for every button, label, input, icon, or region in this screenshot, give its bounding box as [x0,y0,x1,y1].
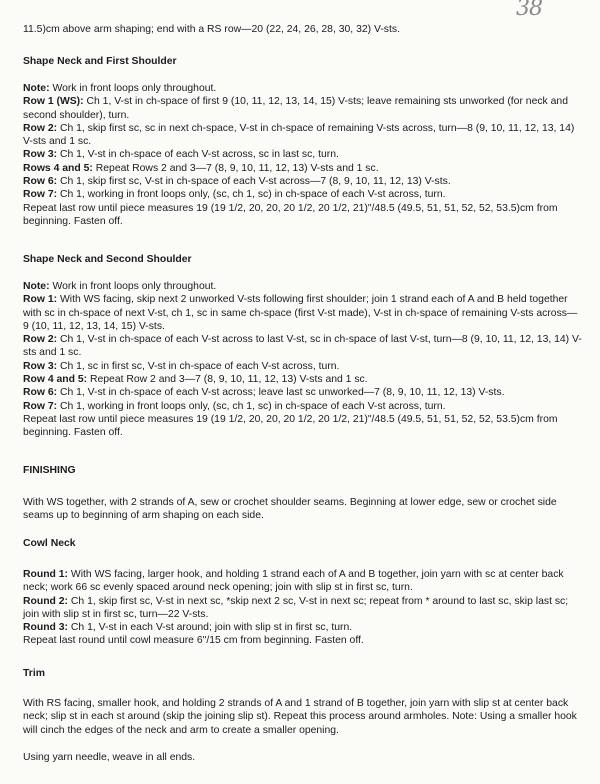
instruction-line: Note: Work in front loops only throughout. [23,281,217,292]
instruction-line: Repeat last row until piece measures 19 (19 1/2, 20, 20, 20 1/2, 20 1/2, 21)"/48.5 (49.5, 51, 51, 52, 52, 53.5)cm from beginning. Fasten off. [23,413,558,439]
instruction-line: Rows 4 and 5: Repeat Rows 2 and 3—7 (8, 9, 10, 11, 12, 13) V-sts and 1 sc. [23,162,379,174]
cowl-neck-instructions [23,568,583,648]
instruction-line: Row 4 and 5: Repeat Row 2 and 3—7 (8, 9, 10, 11, 12, 13) V-sts and 1 sc. [23,374,368,386]
instruction-line: Round 2: Ch 1, skip first sc, V-st in next sc, *skip next 2 sc, V-st in next sc; repeat from * around to last sc, skip last sc; join with slip st in first sc, turn—22 V-sts. [23,595,569,620]
section-heading-cowl-neck: Cowl Neck [23,538,76,549]
instruction-line: Row 3: Ch 1, V-st in ch-space of each V-st across, sc in last sc, turn. [23,149,339,161]
trim-text: With RS facing, smaller hook, and holding 2 strands of A and 1 strand of B together, join yarn with slip st at center back neck; slip st in each st around (skip the joining slip st). Repeat this process around armholes. Note: Using a smaller hook will cinch the edges of the neck and arm to create a smaller opening. [23,698,577,736]
finishing-text: With WS together, with 2 strands of A, sew or crochet shoulder seams. Beginning at lower edge, sew or crochet side seams up to beginning of arm shaping on each side. [23,497,557,522]
instruction-line: Row 2: Ch 1, skip first sc, sc in next ch-space, V-st in ch-space of remaining V-sts across, turn—8 (9, 10, 11, 12, 13, 14) V-sts and 1 sc. [23,122,575,148]
instruction-line: Row 7: Ch 1, working in front loops only, (sc, ch 1, sc) in ch-space of each V-st across, turn. [23,400,446,412]
final-note: Using yarn needle, weave in all ends. [23,752,196,763]
section-heading-second-shoulder: Shape Neck and Second Shoulder [23,254,192,265]
instruction-line: Row 1 (WS): Ch 1, V-st in ch-space of first 9 (10, 11, 12, 13, 14, 15) V-sts; leave remaining sts unworked (for neck and second shoulder), turn. [23,96,568,121]
instruction-line: Repeat last row until piece measures 19 (19 1/2, 20, 20, 20 1/2, 20 1/2, 21)"/48.5 (49.5, 51, 51, 52, 52, 53.5)cm from beginning. Fasten off. [23,202,558,227]
instruction-line: Round 3: Ch 1, V-st in each V-st around; join with slip st in first sc, turn. [23,622,353,634]
section-heading-trim: Trim [23,668,45,679]
instruction-line: Row 1: With WS facing, skip next 2 unworked V-sts following first shoulder; join 1 strand each of A and B held together with sc in ch-space of next V-st, ch 1, sc in same ch-space (first V-st made), V-st in ch-space of remaining V-sts across—9 (10, 11, 12, 13, 14, 15) V-sts. [23,294,578,332]
page-number: 38 [516,0,542,21]
continuation-line: 11.5)cm above arm shaping; end with a RS row—20 (22, 24, 26, 28, 30, 32) V-sts. [23,24,400,35]
instruction-line: Row 3: Ch 1, sc in first sc, V-st in ch-space of each V-st across, turn. [23,360,340,372]
section-heading-first-shoulder: Shape Neck and First Shoulder [23,56,177,67]
instruction-line: Row 2: Ch 1, V-st in ch-space of each V-st across to last V-st, sc in ch-space of last V-st, turn—8 (9, 10, 11, 12, 13, 14) V-sts and 1 sc. [23,334,582,359]
instruction-line: Row 7: Ch 1, working in front loops only, (sc, ch 1, sc) in ch-space of each V-st across, turn. [23,189,446,201]
section-heading-finishing: FINISHING [23,465,76,476]
instruction-line: Repeat last round until cowl measure 6"/15 cm from beginning. Fasten off. [23,635,364,647]
instruction-line: Note: Work in front loops only throughout. [23,83,217,94]
instruction-line: Row 6: Ch 1, V-st in ch-space of each V-st across; leave last sc unworked—7 (8, 9, 10, 11, 12, 13) V-sts. [23,387,505,399]
instruction-line: Round 1: With WS facing, larger hook, and holding 1 strand each of A and B together, join yarn with sc at center back neck; work 66 sc evenly spaced around neck opening; join with slip st in first sc, turn. [23,569,564,594]
second-shoulder-instructions [23,280,583,440]
first-shoulder-instructions [23,82,583,228]
instruction-line: Row 6: Ch 1, skip first sc, V-st in ch-space of each V-st across—7 (8, 9, 10, 11, 12, 13) V-sts. [23,176,451,188]
